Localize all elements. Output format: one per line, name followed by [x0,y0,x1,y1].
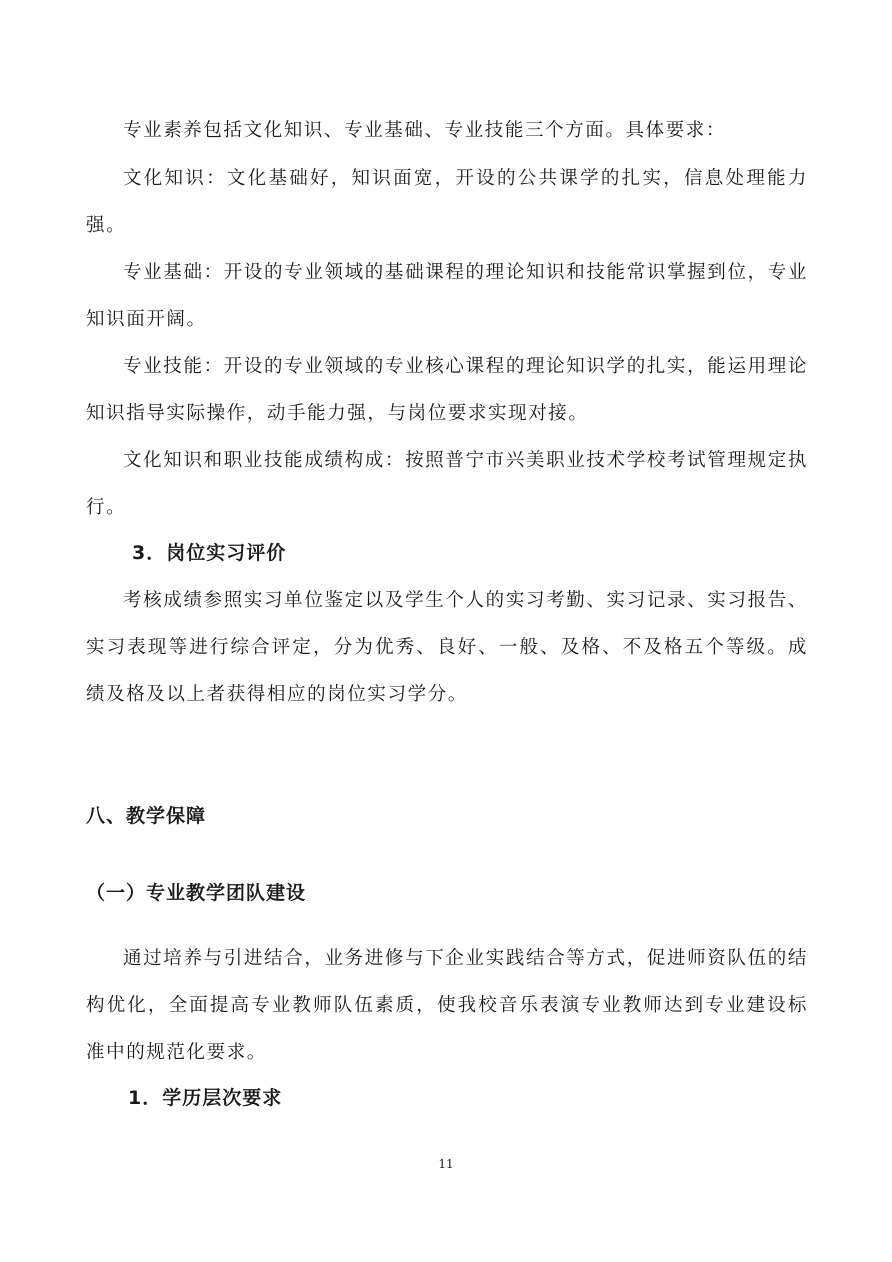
paragraph-professional-foundation: 专业基础：开设的专业领域的基础课程的理论知识和技能常识掌握到位，专业知识面开阔。 [86,262,808,330]
paragraph-internship-evaluation: 考核成绩参照实习单位鉴定以及学生个人的实习考勤、实习记录、实习报告、实习表现等进行综合评定，分为优秀、良好、一般、及格、不及格五个等级。成绩及格及以上者获得相应的岗位实习学分。 [86,590,808,705]
chapter-heading-teaching-guarantee: 八、教学保障 [86,805,207,827]
paragraph-cultural-knowledge: 文化知识：文化基础好，知识面宽，开设的公共课学的扎实，信息处理能力强。 [86,168,808,236]
paragraph-professional-skills: 专业技能：开设的专业领域的专业核心课程的理论知识学的扎实，能运用理论知识指导实际操作，动手能力强，与岗位要求实现对接。 [86,356,808,424]
page-number: 11 [438,1157,454,1171]
paragraph-teaching-team: 通过培养与引进结合，业务进修与下企业实践结合等方式，促进师资队伍的结构优化，全面提高专业教师队伍素质，使我校音乐表演专业教师达到专业建设标准中的规范化要求。 [86,948,808,1063]
paragraph-score-composition: 文化知识和职业技能成绩构成：按照普宁市兴美职业技术学校考试管理规定执行。 [86,450,808,518]
heading-internship-evaluation: 3．岗位实习评价 [132,542,287,564]
subsection-heading-teaching-team: （一）专业教学团队建设 [86,882,307,904]
heading-education-level: 1．学历层次要求 [128,1087,283,1109]
paragraph-professional-qualities: 专业素养包括文化知识、专业基础、专业技能三个方面。具体要求： [123,120,727,141]
